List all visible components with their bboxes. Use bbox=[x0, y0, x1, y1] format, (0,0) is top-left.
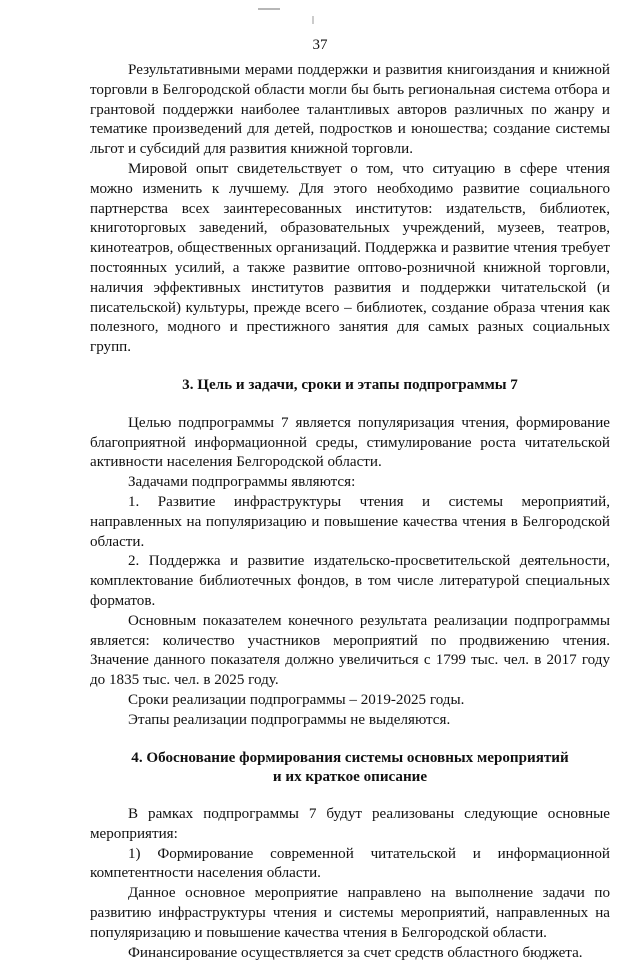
scan-artifact bbox=[312, 16, 314, 24]
scan-artifact bbox=[258, 8, 280, 10]
paragraph: Мировой опыт свидетельствует о том, что ситуацию в сфере чтения можно изменить к лучшему. Для этого необходимо развитие социального партнерства всех заинтересованных институтов: издательств, библиотек, книготорговых заведений, образовательных учреждений, музеев, театров, кинотеатров, общественных организаций. Поддержка и развитие чтения требует постоянных усилий, а также развитие оптово-розничной книжной торговли, наличия эффективных институтов развития и поддержки читательской (и писательской) культуры, прежде всего – библиотек, создание образа чтения как полезного, модного и престижного занятия для самых разных социальных групп. bbox=[90, 160, 610, 356]
paragraph: Сроки реализации подпрограммы – 2019-2025 годы. bbox=[128, 691, 465, 708]
paragraph: 1) Формирование современной читательской и информационной компетентности населения области. bbox=[90, 845, 610, 882]
paragraph: 2. Поддержка и развитие издательско-просветительской деятельности, комплектование библиотечных фондов, в том числе литературой специальных форматов. bbox=[90, 553, 610, 609]
paragraph: 1. Развитие инфраструктуры чтения и системы мероприятий, направленных на популяризацию и повышение качества чтения в Белгородской области. bbox=[90, 493, 610, 550]
section-heading-line: и их краткое описание bbox=[272, 769, 428, 786]
section-heading-line: 4. Обоснование формирования системы основных мероприятий bbox=[131, 749, 569, 766]
document-body bbox=[90, 61, 610, 963]
paragraph: Задачами подпрограммы являются: bbox=[128, 474, 356, 491]
section-heading bbox=[90, 749, 610, 789]
paragraph: Результативными мерами поддержки и развития книгоиздания и книжной торговли в Белгородской области могли бы быть региональная система отбора и грантовой поддержки наиболее талантливых авторов различных по жанру и тематике произведений для детей, подростков и юношества; создание системы льгот и субсидий для развития книжной торговли. bbox=[90, 62, 610, 158]
paragraph: Финансирование осуществляется за счет средств областного бюджета. bbox=[128, 944, 583, 961]
section-heading: 3. Цель и задачи, сроки и этапы подпрограммы 7 bbox=[182, 376, 518, 393]
paragraph: Этапы реализации подпрограммы не выделяются. bbox=[128, 711, 451, 728]
paragraph: Данное основное мероприятие направлено на выполнение задачи по развитию инфраструктуры чтения и системы мероприятий, направленных на популяризацию и повышение качества чтения в Белгородской области. bbox=[90, 885, 610, 941]
paragraph: В рамках подпрограммы 7 будут реализованы следующие основные мероприятия: bbox=[90, 806, 610, 842]
paragraph: Основным показателем конечного результата реализации подпрограммы является: количество участников мероприятий по продвижению чтения. Значение данного показателя должно увеличиться с 1799 тыс. чел. в 2017 году до 1835 тыс. чел. в 2025 году. bbox=[90, 612, 610, 689]
page-number: 37 bbox=[312, 37, 328, 53]
paragraph: Целью подпрограммы 7 является популяризация чтения, формирование благоприятной информационной среды, стимулирование роста читательской активности населения Белгородской области. bbox=[90, 414, 610, 471]
